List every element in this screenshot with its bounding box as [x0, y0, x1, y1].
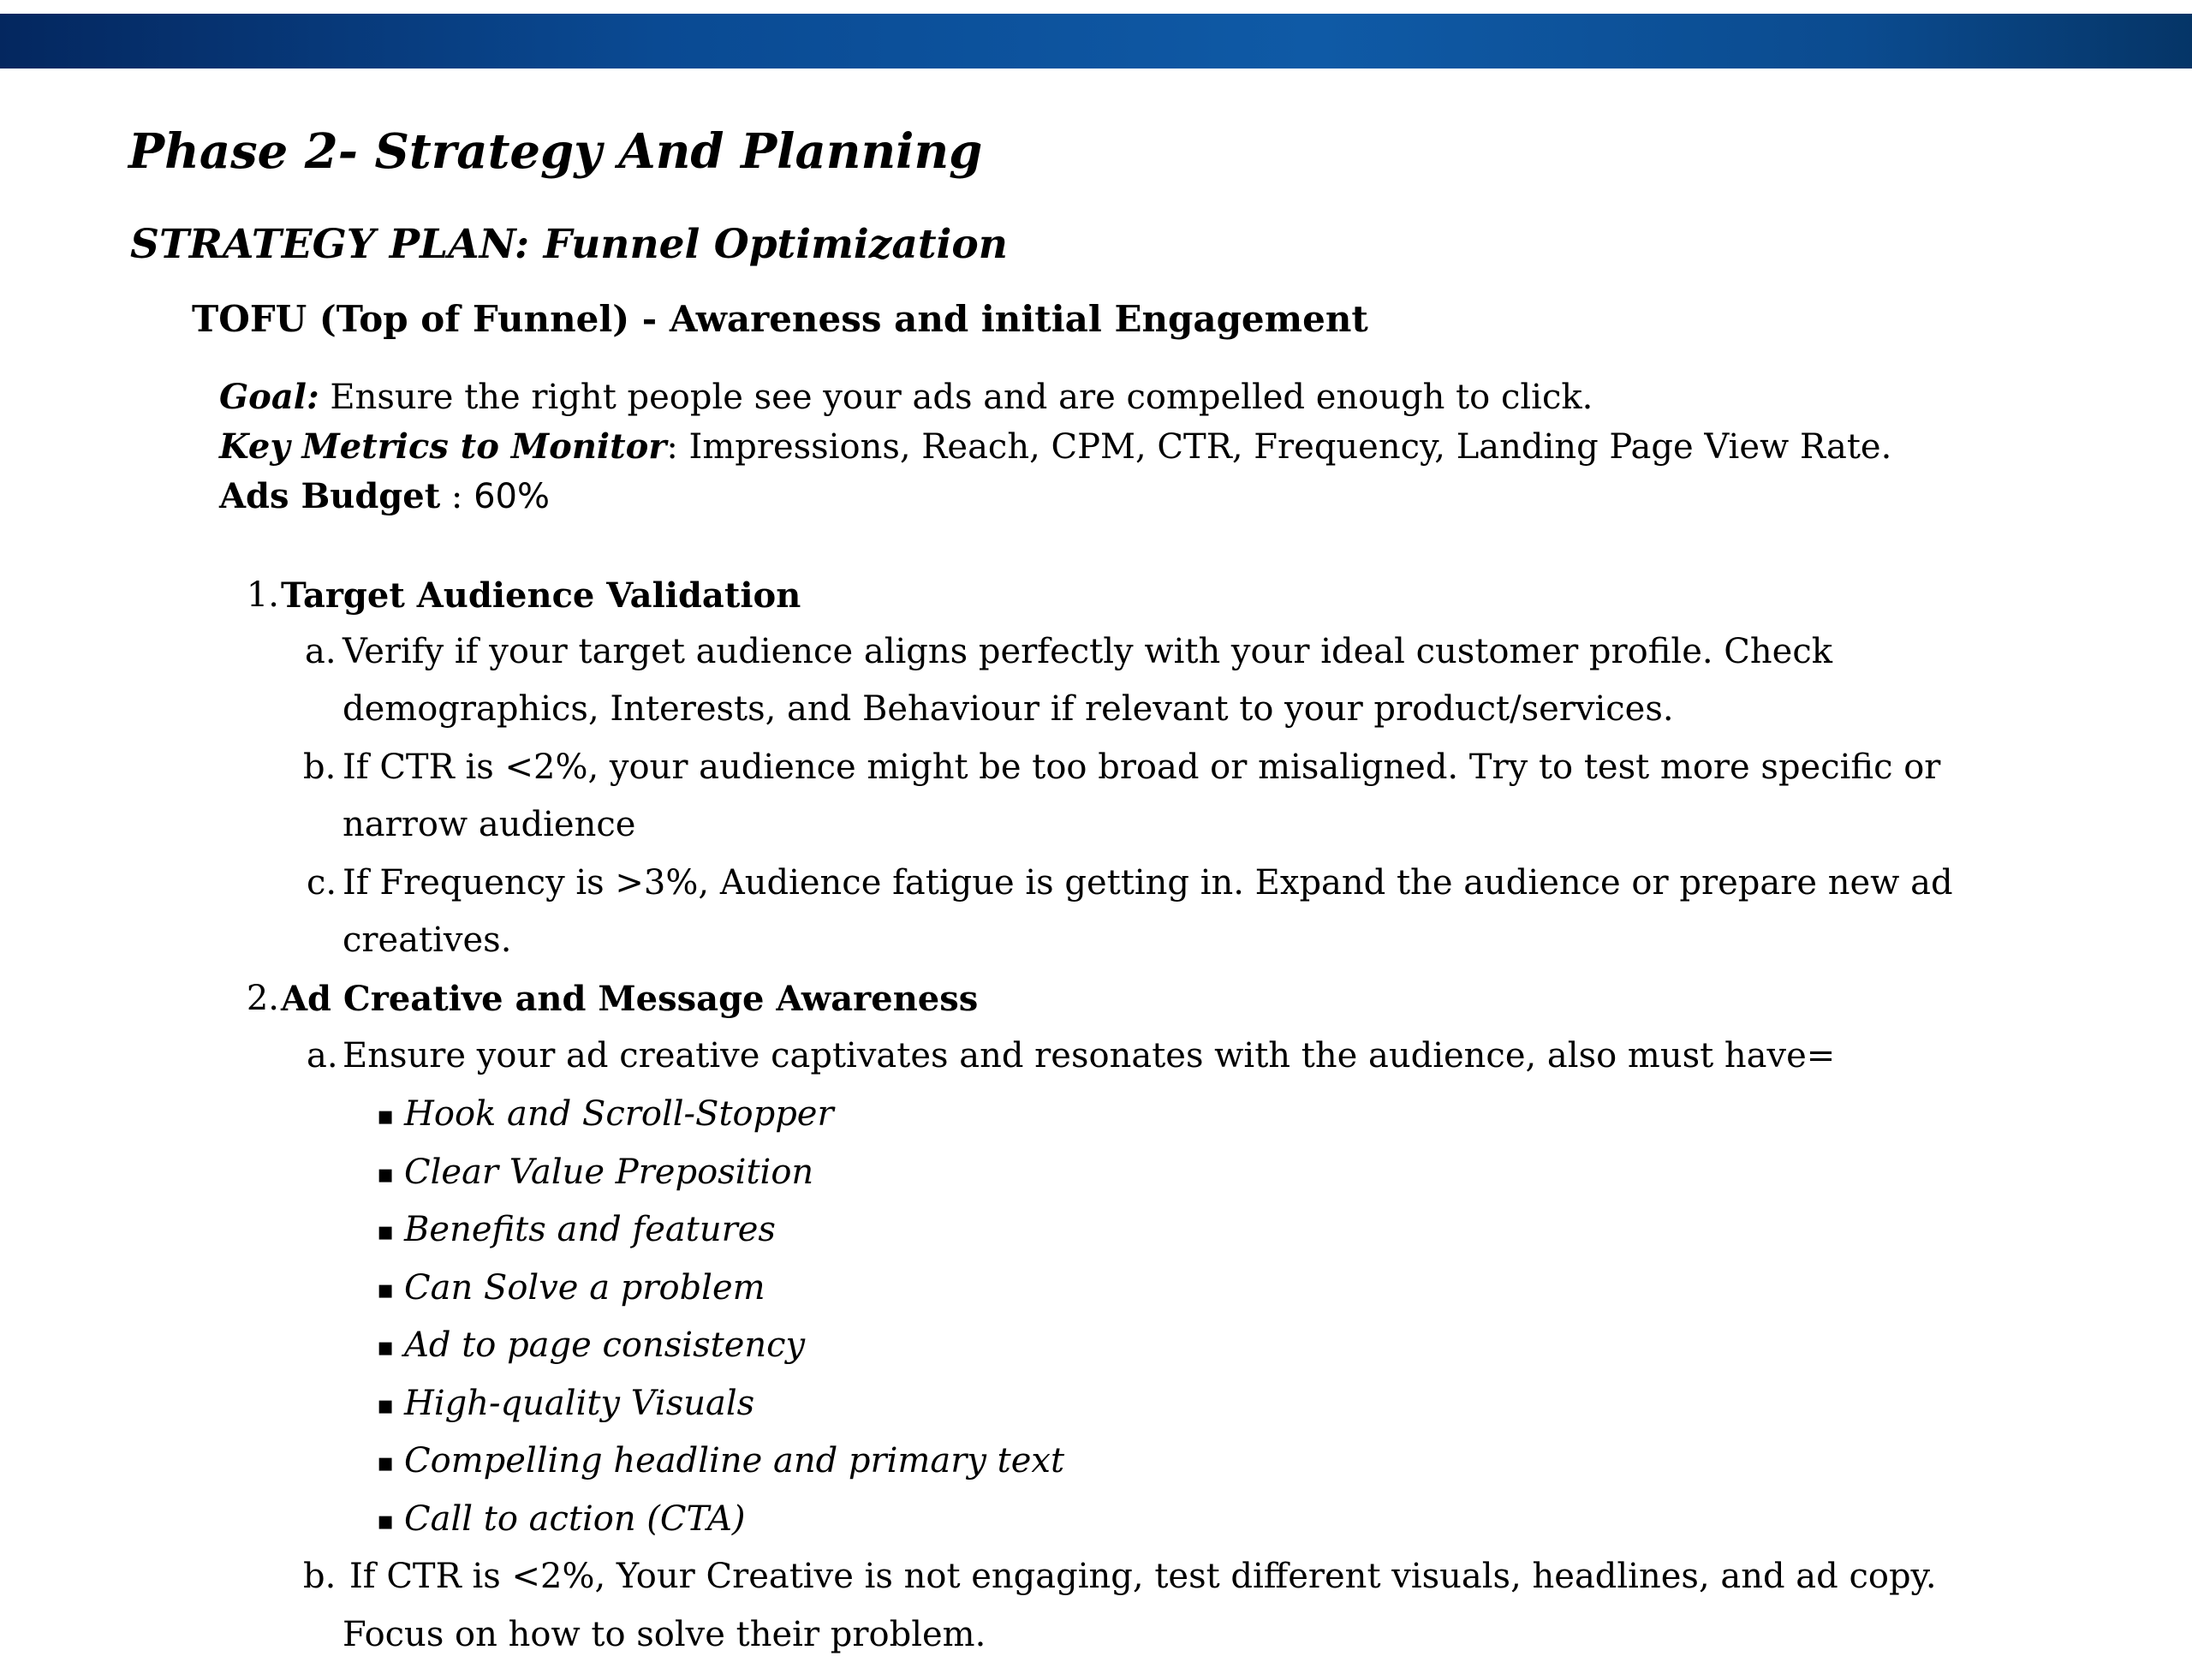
- square-bullet-icon: ▪: [377, 1275, 395, 1305]
- list-item-2b-marker: b.: [303, 1557, 337, 1596]
- square-bullet-icon: ▪: [377, 1159, 395, 1189]
- list-item-2a-marker: a.: [307, 1036, 338, 1075]
- list-item-2b-line1: If CTR is <2%, Your Creative is not engaging, test different visuals, headlines, and ad copy.: [349, 1557, 1937, 1596]
- strategy-plan-subtitle: STRATEGY PLAN: Funnel Optimization: [130, 221, 1008, 268]
- square-bullet-icon: ▪: [377, 1217, 395, 1247]
- list-item-2a-line1: Ensure your ad creative captivates and resonates with the audience, also must have=: [342, 1036, 1836, 1075]
- bullet-item-text: Can Solve a problem: [404, 1268, 765, 1308]
- bullet-item-text: Hook and Scroll-Stopper: [404, 1094, 834, 1134]
- list-item-2b-line2: Focus on how to solve their problem.: [342, 1615, 986, 1654]
- goal-line: [219, 377, 1593, 417]
- page-title: Phase 2- Strategy And Planning: [128, 123, 983, 180]
- list-item-1c-marker: c.: [307, 863, 337, 903]
- list-item-1b-line2: narrow audience: [342, 805, 636, 844]
- header-color-band: [0, 14, 2192, 69]
- list-item-1a-line1: Verify if your target audience aligns perfectly with your ideal customer profile. Check: [342, 632, 1832, 671]
- ads-budget-value: 60%: [474, 477, 551, 516]
- goal-text: Ensure the right people see your ads and are compelled enough to click.: [319, 378, 1593, 417]
- bullet-item-text: Benefits and features: [404, 1210, 776, 1249]
- list-item-1b-line1: If CTR is <2%, your audience might be too broad or misaligned. Try to test more specific or: [342, 748, 1941, 787]
- list-item-1b-marker: b.: [303, 748, 337, 787]
- list-item-2-number: 2.: [246, 979, 279, 1018]
- list-item-1c-line2: creatives.: [342, 920, 512, 960]
- list-item-1a-line2: demographics, Interests, and Behaviour if relevant to your product/services.: [342, 689, 1674, 729]
- bullet-item-text: Ad to page consistency: [404, 1326, 806, 1365]
- square-bullet-icon: ▪: [377, 1332, 395, 1362]
- ads-budget-separator: :: [440, 477, 474, 516]
- square-bullet-icon: ▪: [377, 1448, 395, 1478]
- bullet-item-text: Call to action (CTA): [404, 1499, 746, 1539]
- list-item-1a-marker: a.: [305, 632, 337, 671]
- square-bullet-icon: ▪: [377, 1391, 395, 1421]
- bullet-item-text: High-quality Visuals: [404, 1384, 755, 1423]
- ads-budget-line: [219, 476, 550, 516]
- goal-label: Goal:: [219, 377, 319, 417]
- list-item-1c-line1: If Frequency is >3%, Audience fatigue is getting in. Expand the audience or prepare new ad: [342, 863, 1953, 903]
- list-item-1-number: 1.: [246, 575, 279, 615]
- square-bullet-icon: ▪: [377, 1506, 395, 1536]
- key-metrics-text: : Impressions, Reach, CPM, CTR, Frequency, Landing Page View Rate.: [666, 427, 1892, 467]
- key-metrics-label: Key Metrics to Monitor: [219, 426, 667, 467]
- ads-budget-label: Ads Budget: [219, 476, 441, 516]
- bullet-item-text: Clear Value Preposition: [404, 1153, 814, 1192]
- list-item-2-title: Ad Creative and Message Awareness: [281, 979, 979, 1019]
- bullet-item-text: Compelling headline and primary text: [404, 1441, 1065, 1480]
- tofu-section-heading: TOFU (Top of Funnel) - Awareness and initial Engagement: [192, 298, 1368, 340]
- key-metrics-line: [219, 426, 1891, 467]
- square-bullet-icon: ▪: [377, 1101, 395, 1131]
- list-item-1-title: Target Audience Validation: [281, 575, 801, 616]
